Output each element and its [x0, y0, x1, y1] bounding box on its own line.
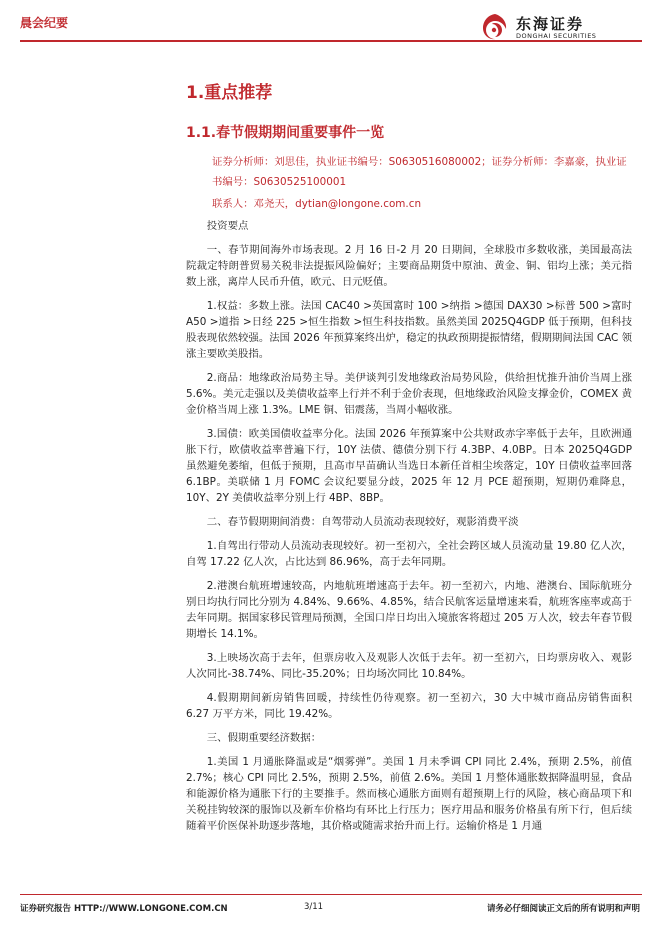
donghai-logo-icon — [480, 12, 510, 42]
page-footer — [0, 894, 662, 936]
analyst-info: 证券分析师：刘思佳，执业证书编号：S0630516080002；证券分析师：李嘉豪，执业证书编号：S0630525100001 — [212, 156, 627, 188]
footer-report-url: 证券研究报告 HTTP://WWW.LONGONE.COM.CN — [20, 904, 228, 914]
logo-chinese-text: 东海证券 — [516, 15, 585, 33]
paragraph-box-office: 3.上映场次高于去年，但票房收入及观影人次低于去年。初一至初六，日均票房收入、观影人次同比-38.74%、同比-35.20%；日均场次同比 10.84%。 — [186, 652, 632, 680]
report-body — [186, 218, 632, 842]
footer-divider — [20, 894, 642, 895]
contact-info: 联系人：邓尧天，dytian@longone.com.cn — [212, 198, 422, 210]
paragraph-key-points-label: 投资要点 — [206, 220, 249, 232]
page-number: 3/11 — [304, 902, 324, 912]
footer-disclaimer: 请务必仔细阅读正文后的所有说明和声明 — [486, 904, 640, 914]
page-header — [0, 0, 662, 48]
logo-english-text: DONGHAI SECURITIES — [516, 32, 597, 40]
paragraph-consumption-heading: 二、春节假期期间消费：自驾带动人员流动表现较好，观影消费平淡 — [206, 516, 519, 528]
paragraph-us-inflation: 1.美国 1 月通胀降温或是“烟雾弹”。美国 1 月未季调 CPI 同比 2.4%，预期 2.5%，前值 2.7%；核心 CPI 同比 2.5%，预期 2.5%，前值 2.6%。美国 1 月整体通胀数据降温明显，食品和能源价格为通胀下行的主要推手。然而核心通胀方面则有超预期上行的风险，核心商品项下和关税挂钩较深的服饰以及新车价格均有环比上行压力；医疗用品和服务价格虽有所下行，但后续随着平价医保补助逐步落地，其价格或随需求抬升而上行。运输价格是 1 月通 — [186, 756, 632, 832]
paragraph-housing: 4.假期期间新房销售回暖，持续性仍待观察。初一至初六，30 大中城市商品房销售面积 6.27 万平方米，同比 19.42%。 — [186, 692, 632, 720]
paragraph-bonds: 3.国债：欧美国债收益率分化。法国 2026 年预算案中公共财政赤字率低于去年，且欧洲通胀下行，欧债收益率普遍下行，10Y 法债、德债分别下行 4.3BP、4.0BP。日本 2025Q4GDP 虽然避免萎缩，但低于预期，且高市早苗确认当选日本新任首相尘埃落定，10Y 日债收益率回落 6.1BP。美联储 1 月 FOMC 会议纪要显分歧，2025 年 12 月 PCE 超预期，短期仍难降息，10Y、2Y 美债收益率分别上行 4BP、8BP。 — [186, 428, 632, 504]
paragraph-economic-data-heading: 三、假期重要经济数据： — [206, 732, 322, 744]
section-heading: 1.重点推荐 — [186, 83, 273, 103]
paragraph-self-driving: 1.自驾出行带动人员流动表现较好。初一至初六，全社会跨区域人员流动量 19.80 亿人次，自驾 17.22 亿人次，占比达到 86.96%，高于去年同期。 — [186, 540, 632, 568]
paragraph-commodities: 2.商品：地缘政治局势主导。美伊谈判引发地缘政治局势风险，供给担忧推升油价当周上涨 5.6%。美元走强以及美债收益率上行并不利于金价表现，但地缘政治风险支撑金价，COMEX 黄金价格当周上涨 1.3%。LME 铜、铝震荡，当周小幅收涨。 — [186, 372, 632, 416]
report-type-title: 晨会纪要 — [20, 16, 69, 30]
subsection-heading: 1.1.春节假期期间重要事件一览 — [186, 125, 385, 141]
paragraph-equities: 1.权益：多数上涨。法国 CAC40 >英国富时 100 >纳指 >德国 DAX30 >标普 500 >富时 A50 >道指 >日经 225 >恒生指数 >恒生科技指数。虽然美国 2025Q4GDP 低于预期，但科技股表现依然较强。法国 2026 年预算案终出炉，稳定的执政预期提振情绪，假期期间法国 CAC 领涨主要欧美股指。 — [186, 300, 632, 360]
company-logo — [480, 12, 640, 42]
paragraph-overseas-markets: 一、春节期间海外市场表现。2 月 16 日-2 月 20 日期间，全球股市多数收涨，美国最高法院裁定特朗普贸易关税非法提振风险偏好；主要商品期货中原油、黄金、铜、铝均上涨；美元指数上涨，离岸人民币升值，欧元、日元贬值。 — [186, 244, 632, 288]
paragraph-flights: 2.港澳台航班增速较高，内地航班增速高于去年。初一至初六，内地、港澳台、国际航班分别日均执行同比分别为 4.84%、9.66%、4.85%，结合民航客运量增速来看，航班客座率或高于去年同期。据国家移民管理局预测，全国口岸日均出入境旅客将超过 205 万人次，较去年春节假期增长 14.1%。 — [186, 580, 632, 640]
